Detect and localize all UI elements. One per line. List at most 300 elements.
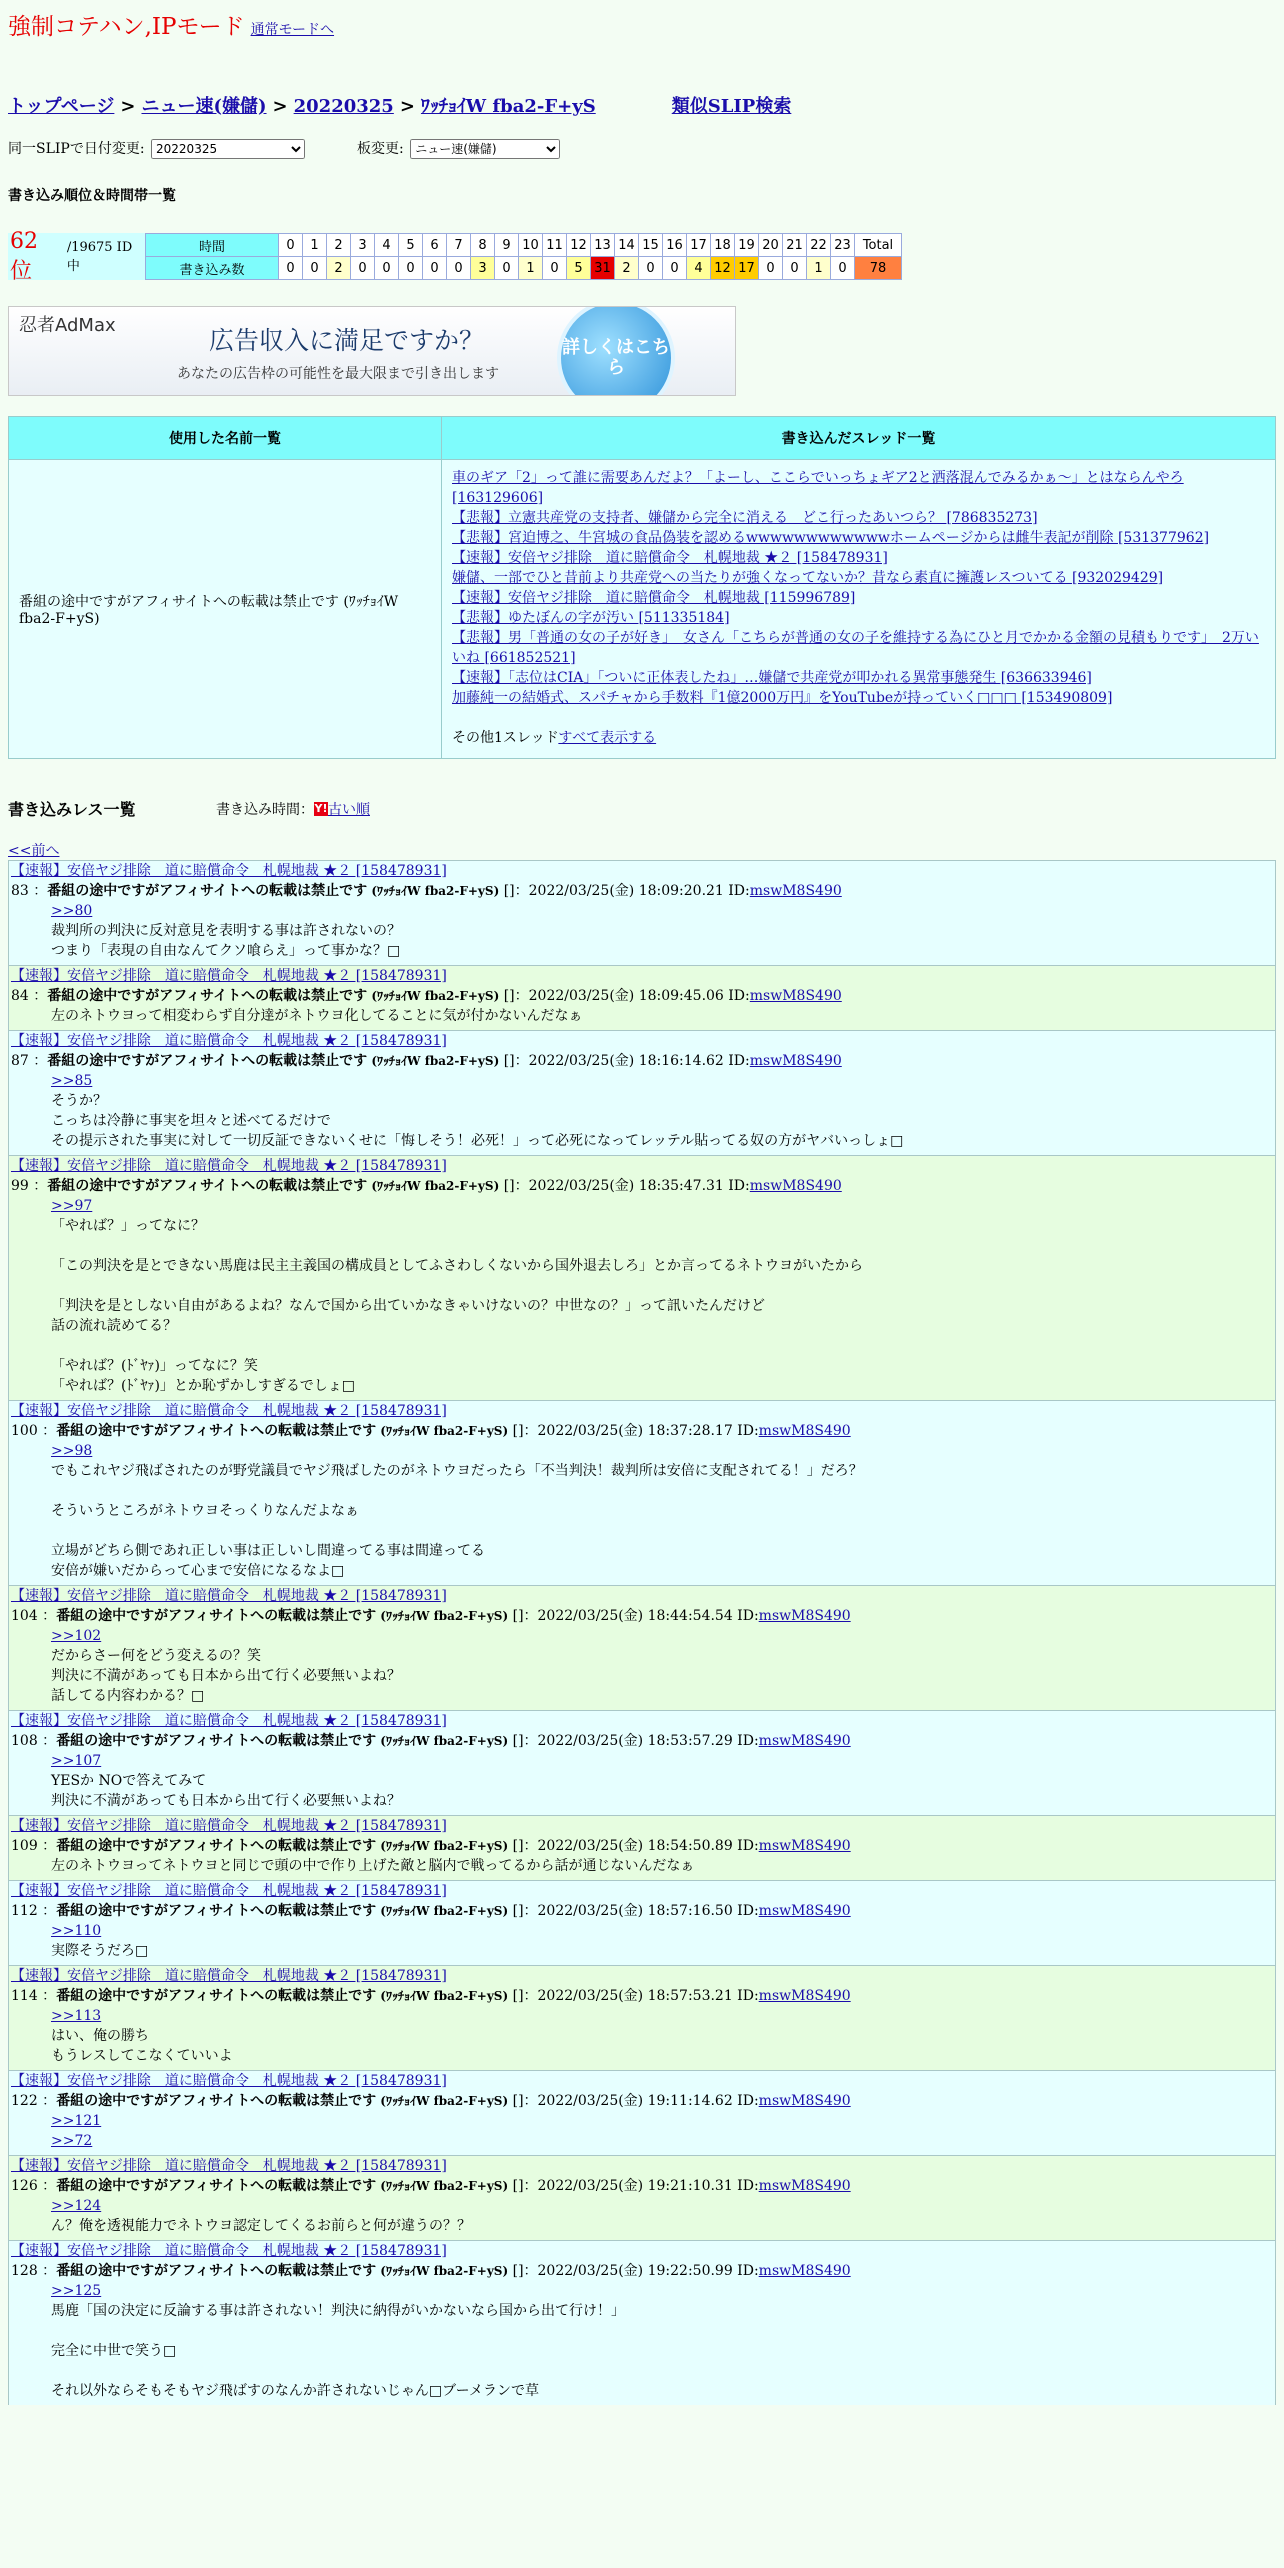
post-id-link[interactable]: mswM8S490 [749,1053,842,1069]
hour-cell: 11 [543,234,567,257]
post-body [11,1856,1273,1876]
post-meta: []：2022/03/25(金) 18:53:57.29 ID: [508,1733,759,1749]
post-line: 話してる内容わかる？□ [51,1688,205,1704]
post-reply-line [51,901,1273,921]
count-cell: 2 [327,257,351,280]
post-header [11,1836,1273,1856]
breadcrumb-separator: > [272,96,288,117]
post-reply-line [51,1626,1273,1646]
post-body [11,901,1273,961]
post-header [11,1901,1273,1921]
post-body [11,1196,1273,1396]
post-line: 「やれば？(ﾄﾞﾔｧ)」とか恥ずかしすぎるでしょ□ [51,1378,356,1394]
post-body [11,1441,1273,1581]
post-reply-line [51,1441,1273,1461]
post-name: 番組の途中ですがアフィサイトへの転載は禁止です [47,883,368,899]
hour-row-label: 時間 [146,234,279,257]
post [8,2240,1276,2405]
count-cell: 0 [279,257,303,280]
post-name: 番組の途中ですがアフィサイトへの転載は禁止です [56,1988,377,2004]
post-trip: (ﾜｯﾁｮｲW fba2-F+yS) [367,989,500,1003]
post-line: 判決に不満があっても日本から出て行く必要無いよね？ [51,1668,401,1684]
post-number: 100 [11,1423,38,1439]
post-line: だからさー何をどう変えるの？笑 [51,1648,261,1664]
show-all-link[interactable]: すべて表示する [558,730,657,746]
post-reply-line [51,1196,1273,1216]
post-reply-line [51,1751,1273,1771]
count-cell: 0 [303,257,327,280]
reply-anchor-link[interactable]: >>110 [51,1923,102,1939]
hour-cell: 4 [375,234,399,257]
post-line [51,1336,1273,1356]
oldest-first-link[interactable]: 古い順 [328,801,370,818]
post-line: YESか NOで答えてみて [51,1773,207,1789]
post-reply-line [51,2196,1273,2216]
hour-cell: 5 [399,234,423,257]
date-select-label: 同一SLIPで日付変更: [8,141,145,157]
post-header [11,881,1273,901]
post-body [11,1751,1273,1811]
post-body [11,2281,1273,2401]
post-thread-link[interactable]: 【速報】安倍ヤジ排除 道に賠償命令 札幌地裁 ★２ [158478931] [11,2243,447,2259]
post-name: 番組の途中ですがアフィサイトへの転載は禁止です [56,2093,377,2109]
prev-page [8,840,1276,860]
ad-banner[interactable] [8,306,736,396]
post-header [11,2091,1273,2111]
post-line: そういうところがネトウヨそっくりなんだよなぁ [51,1503,359,1519]
post-line: 左のネトウヨって相変わらず自分達がネトウヨ化してることに気が付かないんだなぁ [51,1008,583,1024]
count-cell: 1 [807,257,831,280]
post-header [11,1051,1273,1071]
post-list [8,860,1276,2405]
post [8,1815,1276,1880]
count-cell: 0 [399,257,423,280]
post-id-link[interactable]: mswM8S490 [758,1733,851,1749]
count-row-label: 書き込み数 [146,257,279,280]
post-line: でもこれヤジ飛ばされたのが野党議員でヤジ飛ばしたのがネトウヨだったら「不当判決！裁判所は安倍に支配されてる！」だろ？ [51,1463,863,1479]
count-row [146,257,902,280]
count-cell: 1 [519,257,543,280]
post [8,1965,1276,2070]
post-separator: ： [37,1903,57,1919]
post-separator: ： [28,1178,48,1194]
post-meta: []：2022/03/25(金) 18:16:14.62 ID: [499,1053,750,1069]
post-number: 126 [11,2178,38,2194]
post-line [51,1236,1273,1256]
breadcrumb-top[interactable]: トップページ [8,96,115,117]
post-trip: (ﾜｯﾁｮｲW fba2-F+yS) [367,884,500,898]
post-reply-line [51,2281,1273,2301]
post-thread-link[interactable]: 【速報】安倍ヤジ排除 道に賠償命令 札幌地裁 ★２ [158478931] [11,1968,447,1984]
post-line [51,1521,1273,1541]
thread-link[interactable]: 嫌儲、一部でひと昔前より共産党への当たりが強くなってないか？昔なら素直に擁護レスついてる [932029429] [452,570,1164,586]
post-thread-link[interactable]: 【速報】安倍ヤジ排除 道に賠償命令 札幌地裁 ★２ [158478931] [11,968,447,984]
count-cell: 31 [591,257,615,280]
post-line: 「判決を是としない自由があるよね？なんで国から出ていかなきゃいけないの？中世なの？」って訊いたんだけど [51,1298,765,1314]
hour-cell: 9 [495,234,519,257]
post-number: 87 [11,1053,29,1069]
date-select[interactable] [151,139,305,159]
count-cell: 2 [615,257,639,280]
post-header [11,2261,1273,2281]
post-line: 完全に中世で笑う□ [51,2343,177,2359]
count-cell: 4 [687,257,711,280]
thread-item [452,468,1267,508]
post-id-link[interactable]: mswM8S490 [758,2263,851,2279]
thread-link[interactable]: 車のギア「2」って誰に需要あんだよ？「よーし、ここらでいっちょギア2と洒落混んでみるかぁ～」とはならんやろ [163129606] [452,470,1184,506]
count-cell: 5 [567,257,591,280]
hour-cell: 21 [783,234,807,257]
thread-item [452,688,1267,708]
post-separator: ： [37,1988,57,2004]
hour-cell: 15 [639,234,663,257]
thread-link[interactable]: 【悲報】宮迫博之、牛宮城の食品偽装を認めるwwwwwwwwwwwwホームページからは雌牛表記が削除 [531377962] [452,530,1210,546]
post-separator: ： [37,1608,57,1624]
post-name: 番組の途中ですがアフィサイトへの転載は禁止です [47,1178,368,1194]
thread-item [452,628,1267,668]
page-title: 強制コテハン,IPモード [8,14,245,40]
post-id-link[interactable]: mswM8S490 [758,1988,851,2004]
post-trip: (ﾜｯﾁｮｲW fba2-F+yS) [376,2094,509,2108]
thread-item [452,608,1267,628]
prev-page-link[interactable]: <<前へ [8,843,60,859]
post-line: 話の流れ読めてる？ [51,1318,177,1334]
breadcrumb [8,92,1276,118]
post-body [11,2196,1273,2236]
post-line [51,1276,1273,1296]
ad-details-button[interactable]: 詳しくはこちら [557,306,675,396]
hour-cell: 1 [303,234,327,257]
post-separator: ： [37,2263,57,2279]
post-line: ん？俺を透視能力でネトウヨ認定してくるお前らと何が違うの？？ [51,2218,471,2234]
board-select[interactable] [410,139,560,159]
post [8,965,1276,1030]
rank-total-ids: /19675 ID中 [66,239,133,274]
post-id-link[interactable]: mswM8S490 [758,2093,851,2109]
post-thread-link[interactable]: 【速報】安倍ヤジ排除 道に賠償命令 札幌地裁 ★２ [158478931] [11,1588,447,1604]
count-cell: 0 [759,257,783,280]
post-trip: (ﾜｯﾁｮｲW fba2-F+yS) [376,2179,509,2193]
thread-link[interactable]: 【悲報】男「普通の女の子が好き」 女さん「こちらが普通の女の子を維持する為にひと月でかかる金額の見積もりです」 2万いいね [661852521] [452,630,1259,666]
count-cell: 0 [423,257,447,280]
post-meta: []：2022/03/25(金) 18:37:28.17 ID: [508,1423,759,1439]
post-separator: ： [37,1733,57,1749]
reply-anchor-link[interactable]: >>124 [51,2198,102,2214]
post-separator: ： [37,1423,57,1439]
post-number: 83 [11,883,29,899]
post-line: 立場がどちら側であれ正しい事は正しいし間違ってる事は間違ってる [51,1543,485,1559]
post-line: 実際そうだろ□ [51,1943,149,1959]
board-select-group [357,138,560,159]
post-thread-link[interactable]: 【速報】安倍ヤジ排除 道に賠償命令 札幌地裁 ★２ [158478931] [11,2073,447,2089]
post-trip: (ﾜｯﾁｮｲW fba2-F+yS) [367,1179,500,1193]
thread-link[interactable]: 【悲報】ゆたぼんの字が汚い [511335184] [452,610,730,626]
count-cell: 0 [639,257,663,280]
count-cell: 0 [783,257,807,280]
total-count: 78 [855,257,902,280]
count-cell: 0 [351,257,375,280]
hour-cell: 14 [615,234,639,257]
count-cell: 0 [663,257,687,280]
post-meta: []：2022/03/25(金) 18:35:47.31 ID: [499,1178,750,1194]
reply-anchor-link[interactable]: >>121 [51,2113,102,2129]
post-name: 番組の途中ですがアフィサイトへの転載は禁止です [47,1053,368,1069]
post-id-link[interactable]: mswM8S490 [758,2178,851,2194]
post-number: 104 [11,1608,38,1624]
post-line [51,2361,1273,2381]
ad-subtext: あなたの広告枠の可能性を最大限まで引き出します [177,366,499,382]
post-trip: (ﾜｯﾁｮｲW fba2-F+yS) [376,2264,509,2278]
post [8,1400,1276,1585]
post-name: 番組の途中ですがアフィサイトへの転載は禁止です [56,1733,377,1749]
post-trip: (ﾜｯﾁｮｲW fba2-F+yS) [376,1989,509,2003]
post-separator: ： [28,883,48,899]
post-body [11,1626,1273,1706]
post-list-header [8,797,1276,820]
thread-link[interactable]: 【悲報】立憲共産党の支持者、嫌儲から完全に消える どこ行ったあいつら？ [786835273] [452,510,1038,526]
post-number: 112 [11,1903,38,1919]
hour-cell: 17 [687,234,711,257]
breadcrumb-slip[interactable]: ﾜｯﾁｮｲW fba2-F+yS [420,96,596,117]
header [8,8,1276,40]
post-name: 番組の途中ですがアフィサイトへの転載は禁止です [56,1903,377,1919]
post-reply-line [51,2111,1273,2131]
post-trip: (ﾜｯﾁｮｲW fba2-F+yS) [376,1609,509,1623]
sort-icon: Y! [314,801,328,815]
thread-list [442,460,1276,759]
count-cell: 0 [447,257,471,280]
post-meta: []：2022/03/25(金) 18:57:53.21 ID: [508,1988,759,2004]
post-meta: []：2022/03/25(金) 19:22:50.99 ID: [508,2263,759,2279]
post-reply-line [51,2006,1273,2026]
count-cell: 12 [711,257,735,280]
post-line: 判決に不満があっても日本から出て行く必要無いよね？ [51,1793,401,1809]
post-line: それ以外ならそもそもヤジ飛ばすのなんか許されないじゃん□ブーメランで草 [51,2383,539,2399]
thread-link[interactable]: 加藤純一の結婚式、スパチャから手数料『1億2000万円』をYouTubeが持っていく□□□ [153490809] [452,690,1113,706]
hour-cell: 22 [807,234,831,257]
breadcrumb-separator: > [399,96,415,117]
post-reply-line [51,2131,1273,2151]
thread-item [452,528,1267,548]
thread-link[interactable]: 【速報】「志位はCIA」「ついに正体表したね」…嫌儲で共産党が叩かれる異常事態発生 [636633946] [452,670,1092,686]
post-thread-link[interactable]: 【速報】安倍ヤジ排除 道に賠償命令 札幌地裁 ★２ [158478931] [11,1033,447,1049]
post-line: こっちは冷静に事実を坦々と述べてるだけで [51,1113,331,1129]
post-thread-link[interactable]: 【速報】安倍ヤジ排除 道に賠償命令 札幌地裁 ★２ [158478931] [11,1158,447,1174]
post-id-link[interactable]: mswM8S490 [758,1423,851,1439]
post-meta: []：2022/03/25(金) 19:11:14.62 ID: [508,2093,759,2109]
post-reply-line [51,1071,1273,1091]
hourly-table [145,233,902,280]
reply-anchor-link[interactable]: >>72 [51,2133,93,2149]
thread-link[interactable]: 【速報】安倍ヤジ排除 道に賠償命令 札幌地裁 [115996789] [452,590,856,606]
post-id-link[interactable]: mswM8S490 [758,1903,851,1919]
rank-value: 62 位 [10,228,38,284]
count-cell: 17 [735,257,759,280]
post-line [51,2321,1273,2341]
other-threads [452,728,1267,748]
post-line: 「やれば？(ﾄﾞﾔｧ)」ってなに？笑 [51,1358,258,1374]
post-thread-link[interactable]: 【速報】安倍ヤジ排除 道に賠償命令 札幌地裁 ★２ [158478931] [11,2158,447,2174]
post-line: 左のネトウヨってネトウヨと同じで頭の中で作り上げた敵と脳内で戦ってるから話が通じないんだなぁ [51,1858,695,1874]
post-separator: ： [37,2093,57,2109]
post [8,1880,1276,1965]
post [8,2070,1276,2155]
names-header: 使用した名前一覧 [9,417,442,460]
post-header [11,986,1273,1006]
hour-cell: 7 [447,234,471,257]
post-trip: (ﾜｯﾁｮｲW fba2-F+yS) [367,1054,500,1068]
post-header [11,1176,1273,1196]
post [8,1155,1276,1400]
thread-item [452,548,1267,568]
post-body [11,1071,1273,1151]
post-meta: []：2022/03/25(金) 18:57:16.50 ID: [508,1903,759,1919]
post-thread-link[interactable]: 【速報】安倍ヤジ排除 道に賠償命令 札幌地裁 ★２ [158478931] [11,1883,447,1899]
thread-link[interactable]: 【速報】安倍ヤジ排除 道に賠償命令 札幌地裁 ★２ [158478931] [452,550,888,566]
reply-anchor-link[interactable]: >>80 [51,903,93,919]
post-meta: []：2022/03/25(金) 18:09:20.21 ID: [499,883,750,899]
post-header [11,1421,1273,1441]
post-name: 番組の途中ですがアフィサイトへの転載は禁止です [56,1608,377,1624]
other-threads-label: その他1スレッド [452,730,559,746]
post-name: 番組の途中ですがアフィサイトへの転載は禁止です [47,988,368,1004]
hour-cell: 10 [519,234,543,257]
hour-cell: 12 [567,234,591,257]
post-name: 番組の途中ですがアフィサイトへの転載は禁止です [56,1423,377,1439]
normal-mode-link[interactable]: 通常モードへ [250,22,335,38]
hour-cell: 6 [423,234,447,257]
count-cell: 0 [831,257,855,280]
thread-item [452,508,1267,528]
post-number: 109 [11,1838,38,1854]
count-cell: 0 [375,257,399,280]
hour-cell: 13 [591,234,615,257]
threads-header: 書き込んだスレッド一覧 [442,417,1276,460]
hour-cell: 2 [327,234,351,257]
post-line: 馬鹿「国の決定に反論する事は許されない！判決に納得がいかないなら国から出て行け！」 [51,2303,625,2319]
post-number: 99 [11,1178,29,1194]
post-body [11,1921,1273,1961]
post-body [11,2111,1273,2151]
post-thread-link[interactable]: 【速報】安倍ヤジ排除 道に賠償命令 札幌地裁 ★２ [158478931] [11,1818,447,1834]
post-body [11,2006,1273,2066]
hour-cell: 8 [471,234,495,257]
post-number: 114 [11,1988,38,2004]
post-trip: (ﾜｯﾁｮｲW fba2-F+yS) [376,1904,509,1918]
post-thread-link[interactable]: 【速報】安倍ヤジ排除 道に賠償命令 札幌地裁 ★２ [158478931] [11,863,447,879]
post-trip: (ﾜｯﾁｮｲW fba2-F+yS) [376,1839,509,1853]
post-line: そうか？ [51,1093,107,1109]
hour-row [146,234,902,257]
reply-anchor-link[interactable]: >>125 [51,2283,102,2299]
post [8,1030,1276,1155]
hour-cell: 18 [711,234,735,257]
post-name: 番組の途中ですがアフィサイトへの転載は禁止です [56,2178,377,2194]
reply-anchor-link[interactable]: >>107 [51,1753,102,1769]
hour-cell: 20 [759,234,783,257]
info-table [8,416,1276,759]
post-line: 裁判所の判決に反対意見を表明する事は許されないの？ [51,923,401,939]
reply-anchor-link[interactable]: >>113 [51,2008,102,2024]
post-line: 安倍が嫌いだからって心まで安倍になるなよ□ [51,1563,345,1579]
total-header: Total [855,234,902,257]
post-line: 「やれば？」ってなに？ [51,1218,205,1234]
post-id-link[interactable]: mswM8S490 [749,988,842,1004]
used-name: 番組の途中ですがアフィサイトへの転載は禁止です (ﾜｯﾁｮｲW fba2-F+yS) [9,460,442,759]
reply-anchor-link[interactable]: >>98 [51,1443,93,1459]
post-meta: []：2022/03/25(金) 18:44:54.54 ID: [508,1608,759,1624]
post-list-title: 書き込みレス一覧 [8,800,136,819]
post-line: つまり「表現の自由なんてクソ喰らえ」って事かな？□ [51,943,401,959]
count-cell: 3 [471,257,495,280]
ad-headline: 広告収入に満足ですか？ [209,326,485,355]
post-number: 84 [11,988,29,1004]
hour-cell: 0 [279,234,303,257]
post-trip: (ﾜｯﾁｮｲW fba2-F+yS) [376,1734,509,1748]
similar-slip-search-link[interactable]: 類似SLIP検索 [671,96,792,117]
thread-links [452,468,1267,708]
post-number: 122 [11,2093,38,2109]
post-meta: []：2022/03/25(金) 19:21:10.31 ID: [508,2178,759,2194]
hour-cell: 19 [735,234,759,257]
post-id-link[interactable]: mswM8S490 [749,1178,842,1194]
post [8,860,1276,965]
post [8,1585,1276,1710]
post-meta: []：2022/03/25(金) 18:09:45.06 ID: [499,988,750,1004]
post-header [11,1986,1273,2006]
reply-anchor-link[interactable]: >>102 [51,1628,102,1644]
post-header [11,1606,1273,1626]
ranking-row [8,228,1276,284]
post-thread-link[interactable]: 【速報】安倍ヤジ排除 道に賠償命令 札幌地裁 ★２ [158478931] [11,1713,447,1729]
post-separator: ： [37,1838,57,1854]
post-separator: ： [37,2178,57,2194]
ranking-section-title: 書き込み順位＆時間帯一覧 [8,188,176,204]
breadcrumb-board[interactable]: ニュー速(嫌儲) [141,96,267,117]
reply-anchor-link[interactable]: >>85 [51,1073,93,1089]
date-select-group [8,138,305,159]
post-line: 「この判決を是とできない馬鹿は民主主義国の構成員としてふさわしくないから国外退去しろ」とか言ってるネトウヨがいたから [51,1258,863,1274]
post-thread-link[interactable]: 【速報】安倍ヤジ排除 道に賠償命令 札幌地裁 ★２ [158478931] [11,1403,447,1419]
post-line: はい、俺の勝ち [51,2028,149,2044]
thread-item [452,668,1267,688]
post-trip: (ﾜｯﾁｮｲW fba2-F+yS) [376,1424,509,1438]
breadcrumb-separator: > [120,96,136,117]
post [8,2155,1276,2240]
post-id-link[interactable]: mswM8S490 [758,1608,851,1624]
selectors [8,138,1276,159]
post-name: 番組の途中ですがアフィサイトへの転載は禁止です [56,2263,377,2279]
ad-brand: 忍者AdMax [19,315,116,336]
breadcrumb-date[interactable]: 20220325 [293,96,394,117]
board-select-label: 板変更: [357,141,404,157]
count-cell: 0 [495,257,519,280]
post-id-link[interactable]: mswM8S490 [758,1838,851,1854]
post-separator: ： [28,988,48,1004]
post-id-link[interactable]: mswM8S490 [749,883,842,899]
thread-item [452,588,1267,608]
post [8,1710,1276,1815]
time-order-label: 書き込み時間： [216,801,314,818]
post-body [11,1006,1273,1026]
hour-cell: 23 [831,234,855,257]
post-header [11,1731,1273,1751]
reply-anchor-link[interactable]: >>97 [51,1198,93,1214]
thread-item [452,568,1267,588]
post-number: 128 [11,2263,38,2279]
hour-cell: 3 [351,234,375,257]
post-line: その提示された事実に対して一切反証できないくせに「悔しそう！必死！」って必死になってレッテル貼ってる奴の方がヤバいっしょ□ [51,1133,904,1149]
